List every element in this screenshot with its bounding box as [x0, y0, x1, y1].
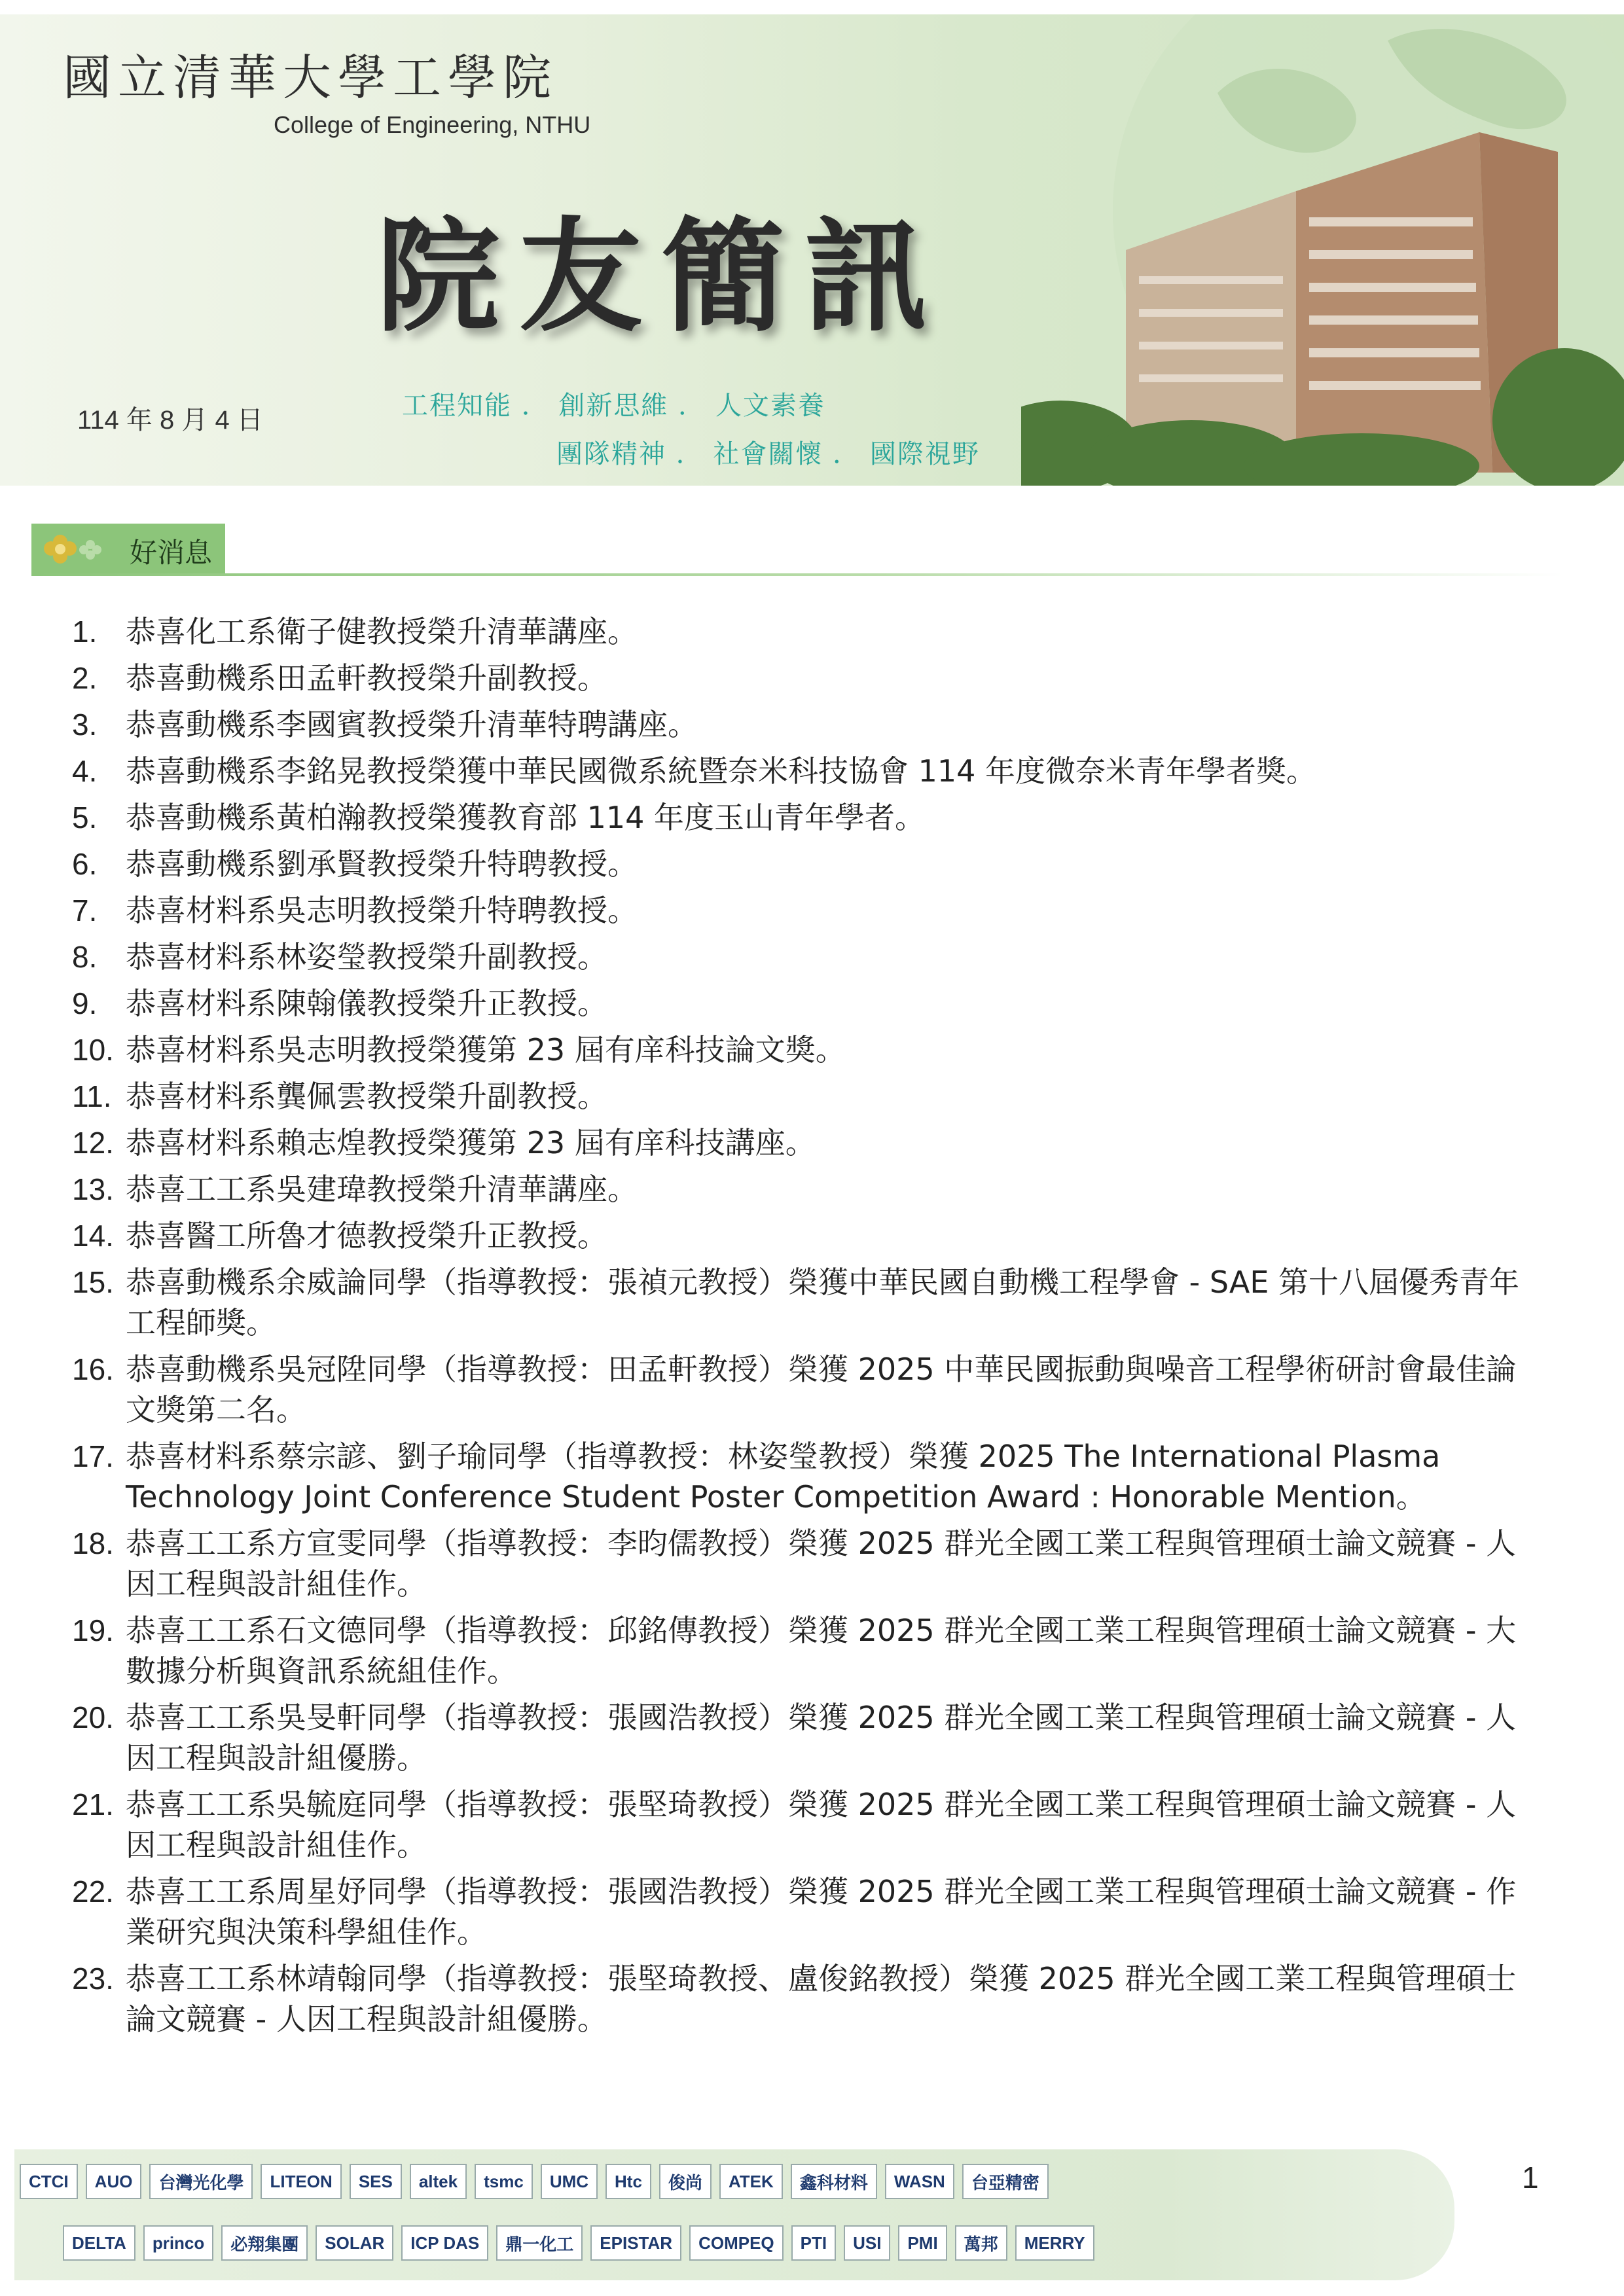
list-item-number: 18. [72, 1526, 114, 1560]
list-item-text: 恭喜動機系李國賓教授榮升清華特聘講座。 [126, 707, 698, 742]
sponsor-logo: princo [143, 2225, 213, 2261]
list-item [72, 704, 1545, 745]
section-heading [31, 524, 1563, 575]
list-item-text: 恭喜工工系石文德同學（指導教授：邱銘傳教授）榮獲 2025 群光全國工業工程與管理碩士論文競賽 - 大數據分析與資訊系統組佳作。 [126, 1613, 1517, 1689]
list-item-text: 恭喜材料系林姿瑩教授榮升副教授。 [126, 939, 607, 975]
list-item [72, 983, 1545, 1024]
list-item-number: 16. [72, 1352, 114, 1386]
sponsor-logo: EPISTAR [590, 2225, 681, 2261]
list-item-text: 恭喜材料系陳翰儀教授榮升正教授。 [126, 986, 607, 1021]
list-item-text: 恭喜醫工所魯才德教授榮升正教授。 [126, 1218, 607, 1253]
list-item-text: 恭喜動機系李銘晃教授榮獲中華民國微系統暨奈米科技協會 114 年度微奈米青年學者獎。 [126, 753, 1317, 789]
list-item [72, 1215, 1545, 1256]
newsletter-title: 院友簡訊 [376, 204, 947, 349]
section-divider [31, 573, 1563, 576]
list-item-text: 恭喜材料系吳志明教授榮獲第 23 屆有庠科技論文獎。 [126, 1032, 846, 1067]
list-item-number: 11. [72, 1079, 112, 1113]
list-item [72, 797, 1545, 838]
list-item-number: 15. [72, 1265, 114, 1299]
list-item-number: 14. [72, 1219, 114, 1253]
list-item-number: 21. [72, 1787, 114, 1821]
sponsor-logo: UMC [541, 2164, 598, 2199]
list-item [72, 1076, 1545, 1117]
list-item [72, 1697, 1545, 1778]
list-item-text: 恭喜動機系吳冠陞同學（指導教授：田孟軒教授）榮獲 2025 中華民國振動與噪音工程學術研討會最佳論文獎第二名。 [126, 1352, 1517, 1427]
sponsor-logo: CTCI [20, 2164, 78, 2199]
sponsor-logo: 萬邦 [955, 2225, 1007, 2261]
section-heading-label: 好消息 [130, 537, 213, 569]
list-item-number: 8. [72, 940, 98, 974]
list-item-number: 3. [72, 708, 98, 742]
sponsor-logo: PMI [898, 2225, 947, 2261]
sponsor-logos-row-1 [20, 2164, 1049, 2199]
list-item [72, 1349, 1545, 1430]
list-item-text: 恭喜動機系劉承賢教授榮升特聘教授。 [126, 846, 638, 882]
sponsor-logo: 鼎一化工 [496, 2225, 583, 2261]
sponsor-logo: ATEK [719, 2164, 783, 2199]
list-item [72, 1030, 1545, 1070]
list-item-number: 23. [72, 1962, 114, 1996]
sponsor-logo: LITEON [261, 2164, 341, 2199]
sponsor-logo: 必翔集團 [221, 2225, 308, 2261]
list-item-text: 恭喜材料系蔡宗諺、劉子瑜同學（指導教授：林姿瑩教授）榮獲 2025 The International Plasma Technology Joint Conference Student Poster Competition Award : Honorable Mention。 [126, 1439, 1441, 1515]
list-item-number: 17. [72, 1439, 114, 1473]
list-item-text: 恭喜材料系吳志明教授榮升特聘教授。 [126, 893, 638, 928]
list-item-number: 4. [72, 754, 98, 788]
list-item-text: 恭喜工工系林靖翰同學（指導教授：張堅琦教授、盧俊銘教授）榮獲 2025 群光全國工業工程與管理碩士論文競賽 - 人因工程與設計組優勝。 [126, 1961, 1517, 2037]
sponsor-logo: ICP DAS [401, 2225, 488, 2261]
list-item [72, 1523, 1545, 1604]
sponsor-logo: SOLAR [316, 2225, 393, 2261]
college-name-chinese: 國立清華大學工學院 [63, 50, 558, 106]
list-item-number: 9. [72, 986, 98, 1020]
list-item-text: 恭喜材料系龔佩雲教授榮升副教授。 [126, 1079, 607, 1114]
list-item-number: 12. [72, 1126, 114, 1160]
header-banner [0, 14, 1624, 486]
list-item [72, 1262, 1545, 1343]
flower-icon [41, 529, 113, 569]
college-name-english: College of Engineering, NTHU [274, 111, 591, 138]
list-item-number: 7. [72, 893, 98, 927]
list-item [72, 1958, 1545, 2039]
sponsor-logo: 台亞精密 [962, 2164, 1049, 2199]
list-item-text: 恭喜工工系吳毓庭同學（指導教授：張堅琦教授）榮獲 2025 群光全國工業工程與管理碩士論文競賽 - 人因工程與設計組佳作。 [126, 1787, 1517, 1863]
list-item-text: 恭喜材料系賴志煌教授榮獲第 23 屆有庠科技講座。 [126, 1125, 816, 1160]
sponsor-logo: WASN [885, 2164, 954, 2199]
sponsor-logo: DELTA [63, 2225, 135, 2261]
sponsor-logo: Htc [605, 2164, 651, 2199]
list-item-text: 恭喜工工系方宣雯同學（指導教授：李昀儒教授）榮獲 2025 群光全國工業工程與管理碩士論文競賽 - 人因工程與設計組佳作。 [126, 1526, 1517, 1602]
sponsor-logo: AUO [86, 2164, 142, 2199]
list-item [72, 1610, 1545, 1691]
sponsor-logo: altek [410, 2164, 467, 2199]
list-item-text: 恭喜工工系吳旻軒同學（指導教授：張國浩教授）榮獲 2025 群光全國工業工程與管理碩士論文競賽 - 人因工程與設計組優勝。 [126, 1700, 1517, 1776]
list-item-text: 恭喜動機系黃柏瀚教授榮獲教育部 114 年度玉山青年學者。 [126, 800, 926, 835]
list-item-text: 恭喜動機系余威論同學（指導教授：張禎元教授）榮獲中華民國自動機工程學會 - SAE 第十八屆優秀青年工程師獎。 [126, 1265, 1520, 1340]
sponsor-logo: MERRY [1015, 2225, 1094, 2261]
list-item [72, 658, 1545, 698]
list-item-number: 20. [72, 1700, 114, 1734]
sponsor-logo: SES [350, 2164, 402, 2199]
list-item [72, 1784, 1545, 1865]
sponsor-logo: COMPEQ [689, 2225, 784, 2261]
news-list [72, 611, 1545, 2045]
list-item-text: 恭喜工工系吳建瑋教授榮升清華講座。 [126, 1172, 638, 1207]
sponsor-logo: 俊尚 [659, 2164, 712, 2199]
sponsor-logos-row-2 [63, 2225, 1094, 2261]
list-item-number: 13. [72, 1172, 114, 1206]
building-photo [1021, 54, 1624, 486]
sponsor-logo: 鑫科材料 [791, 2164, 877, 2199]
page-number: 1 [1522, 2161, 1539, 2195]
sponsor-logo: PTI [791, 2225, 836, 2261]
list-item-number: 5. [72, 800, 98, 834]
list-item-text: 恭喜化工系衛子健教授榮升清華講座。 [126, 614, 638, 649]
list-item [72, 890, 1545, 931]
motto-line-2: 團隊精神 ． 社會關懷 ． 國際視野 [556, 439, 980, 469]
list-item-text: 恭喜動機系田孟軒教授榮升副教授。 [126, 660, 607, 696]
motto-line-1: 工程知能 ． 創新思維 ． 人文素養 [402, 391, 825, 421]
list-item-number: 6. [72, 847, 98, 881]
list-item [72, 611, 1545, 652]
sponsor-logo: 台灣光化學 [149, 2164, 253, 2199]
list-item-number: 19. [72, 1613, 114, 1647]
list-item [72, 1436, 1545, 1517]
list-item-number: 10. [72, 1033, 114, 1067]
sponsor-logo: USI [844, 2225, 890, 2261]
list-item [72, 751, 1545, 791]
issue-date: 114 年 8 月 4 日 [77, 406, 263, 435]
list-item-text: 恭喜工工系周星妤同學（指導教授：張國浩教授）榮獲 2025 群光全國工業工程與管理碩士論文競賽 - 作業研究與決策科學組佳作。 [126, 1874, 1517, 1950]
list-item [72, 1871, 1545, 1952]
list-item-number: 22. [72, 1874, 114, 1909]
list-item-number: 1. [72, 615, 98, 649]
list-item [72, 1122, 1545, 1163]
sponsor-logo: tsmc [475, 2164, 533, 2199]
list-item [72, 844, 1545, 884]
list-item [72, 937, 1545, 977]
list-item [72, 1169, 1545, 1210]
list-item-number: 2. [72, 661, 98, 695]
